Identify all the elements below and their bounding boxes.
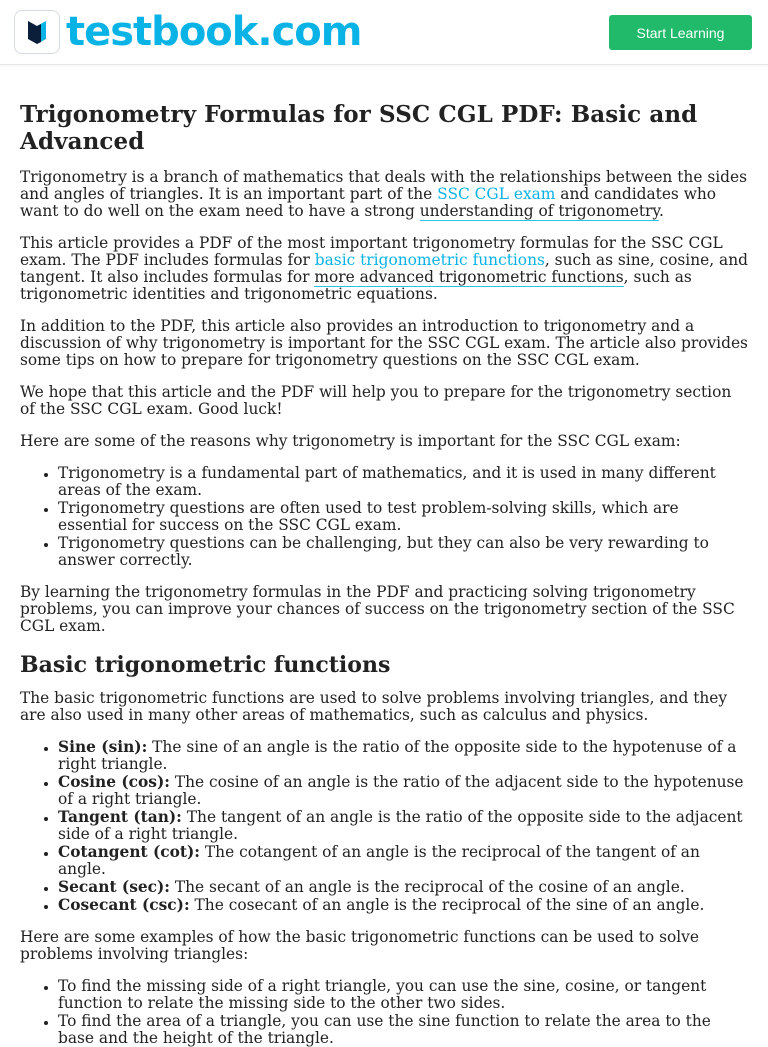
site-header	[0, 0, 768, 65]
hope-paragraph: We hope that this article and the PDF will help you to prepare for the trigonometry section of the SSC CGL exam. Good luck!	[20, 383, 732, 418]
advanced-trig-functions-link[interactable]: more advanced trigonometric functions	[314, 268, 624, 286]
function-term: Cosecant (csc):	[58, 896, 190, 914]
intro-text-3: .	[659, 202, 664, 220]
list-item: • Trigonometry questions are often used to test problem-solving skills, which are essential for success on the SSC CGL exam.	[58, 500, 748, 534]
list-item: • To find the missing side of a right triangle, you can use the sine, cosine, or tangent function to relate the missing side to the other two sides.	[58, 978, 748, 1012]
list-item	[58, 844, 748, 878]
ssc-cgl-exam-link[interactable]: SSC CGL exam	[437, 185, 556, 203]
function-term: Sine (sin):	[58, 738, 148, 756]
function-term: Cotangent (cot):	[58, 843, 200, 861]
list-item	[58, 879, 748, 896]
start-learning-button[interactable]: Start Learning	[609, 15, 752, 50]
reasons-list	[20, 465, 748, 569]
list-item	[58, 809, 748, 843]
brand-name: testbook.com	[66, 9, 362, 55]
functions-list	[20, 739, 748, 914]
function-desc: The tangent of an angle is the ratio of the opposite side to the adjacent side of a right triangle.	[58, 808, 743, 843]
list-item	[58, 897, 748, 914]
intro-text-1: Trigonometry is a branch of mathematics that deals with the relationships between the sides and angles of triangles. It is an important part of the	[20, 168, 748, 203]
article-title: Trigonometry Formulas for SSC CGL PDF: Basic and Advanced	[20, 101, 698, 155]
function-desc: The cotangent of an angle is the reciprocal of the tangent of an angle.	[58, 843, 700, 878]
brand-logo[interactable]	[14, 9, 361, 55]
list-item	[58, 739, 748, 773]
section-intro: The basic trigonometric functions are used to solve problems involving triangles, and they are also used in many other areas of mathematics, such as calculus and physics.	[20, 689, 728, 724]
examples-intro: Here are some examples of how the basic trigonometric functions can be used to solve problems involving triangles:	[20, 928, 699, 963]
intro-text-2: and candidates who want to do well on the exam need to have a strong	[20, 185, 717, 220]
list-item: • Trigonometry questions can be challenging, but they can also be very rewarding to answer correctly.	[58, 535, 748, 569]
addition-paragraph: In addition to the PDF, this article also provides an introduction to trigonometry and a discussion of why trigonometry is important for the SSC CGL exam. The article also provides some tips on how to prepare for trigonometry questions on the SSC CGL exam.	[20, 317, 748, 369]
function-desc: The secant of an angle is the reciprocal of the cosine of an angle.	[169, 878, 685, 896]
conclusion-paragraph: By learning the trigonometry formulas in the PDF and practicing solving trigonometry problems, you can improve your chances of success on the trigonometry section of the SSC CGL exam.	[20, 583, 735, 635]
pdf-paragraph	[20, 235, 748, 303]
understanding-trigonometry-link[interactable]: understanding of trigonometry	[419, 202, 660, 220]
pdf-text-2: , such as sine, cosine, and tangent. It also includes formulas for	[20, 251, 748, 286]
function-desc: The sine of an angle is the ratio of the opposite side to the hypotenuse of a right triangle.	[58, 738, 737, 773]
function-term: Secant (sec):	[58, 878, 170, 896]
function-desc: The cosine of an angle is the ratio of the adjacent side to the hypotenuse of a right triangle.	[58, 773, 744, 808]
reasons-intro: Here are some of the reasons why trigonometry is important for the SSC CGL exam:	[20, 432, 681, 450]
examples-list	[20, 978, 748, 1047]
pdf-text-3: , such as trigonometric identities and trigonometric equations.	[20, 268, 692, 303]
list-item	[58, 774, 748, 808]
function-term: Cosine (cos):	[58, 773, 170, 791]
section-heading: Basic trigonometric functions	[20, 652, 391, 678]
function-term: Tangent (tan):	[58, 808, 182, 826]
function-desc: The cosecant of an angle is the reciprocal of the sine of an angle.	[189, 896, 705, 914]
basic-trig-functions-link[interactable]: basic trigonometric functions	[314, 251, 545, 269]
list-item: • To find the area of a triangle, you can use the sine function to relate the area to the base and the height of the triangle.	[58, 1013, 748, 1047]
testbook-logo-icon	[14, 10, 60, 54]
list-item: • Trigonometry is a fundamental part of mathematics, and it is used in many different areas of the exam.	[58, 465, 748, 499]
intro-paragraph	[20, 169, 748, 220]
article-body	[0, 101, 768, 1047]
pdf-text-1: This article provides a PDF of the most important trigonometry formulas for the SSC CGL exam. The PDF includes formulas for	[20, 234, 723, 269]
